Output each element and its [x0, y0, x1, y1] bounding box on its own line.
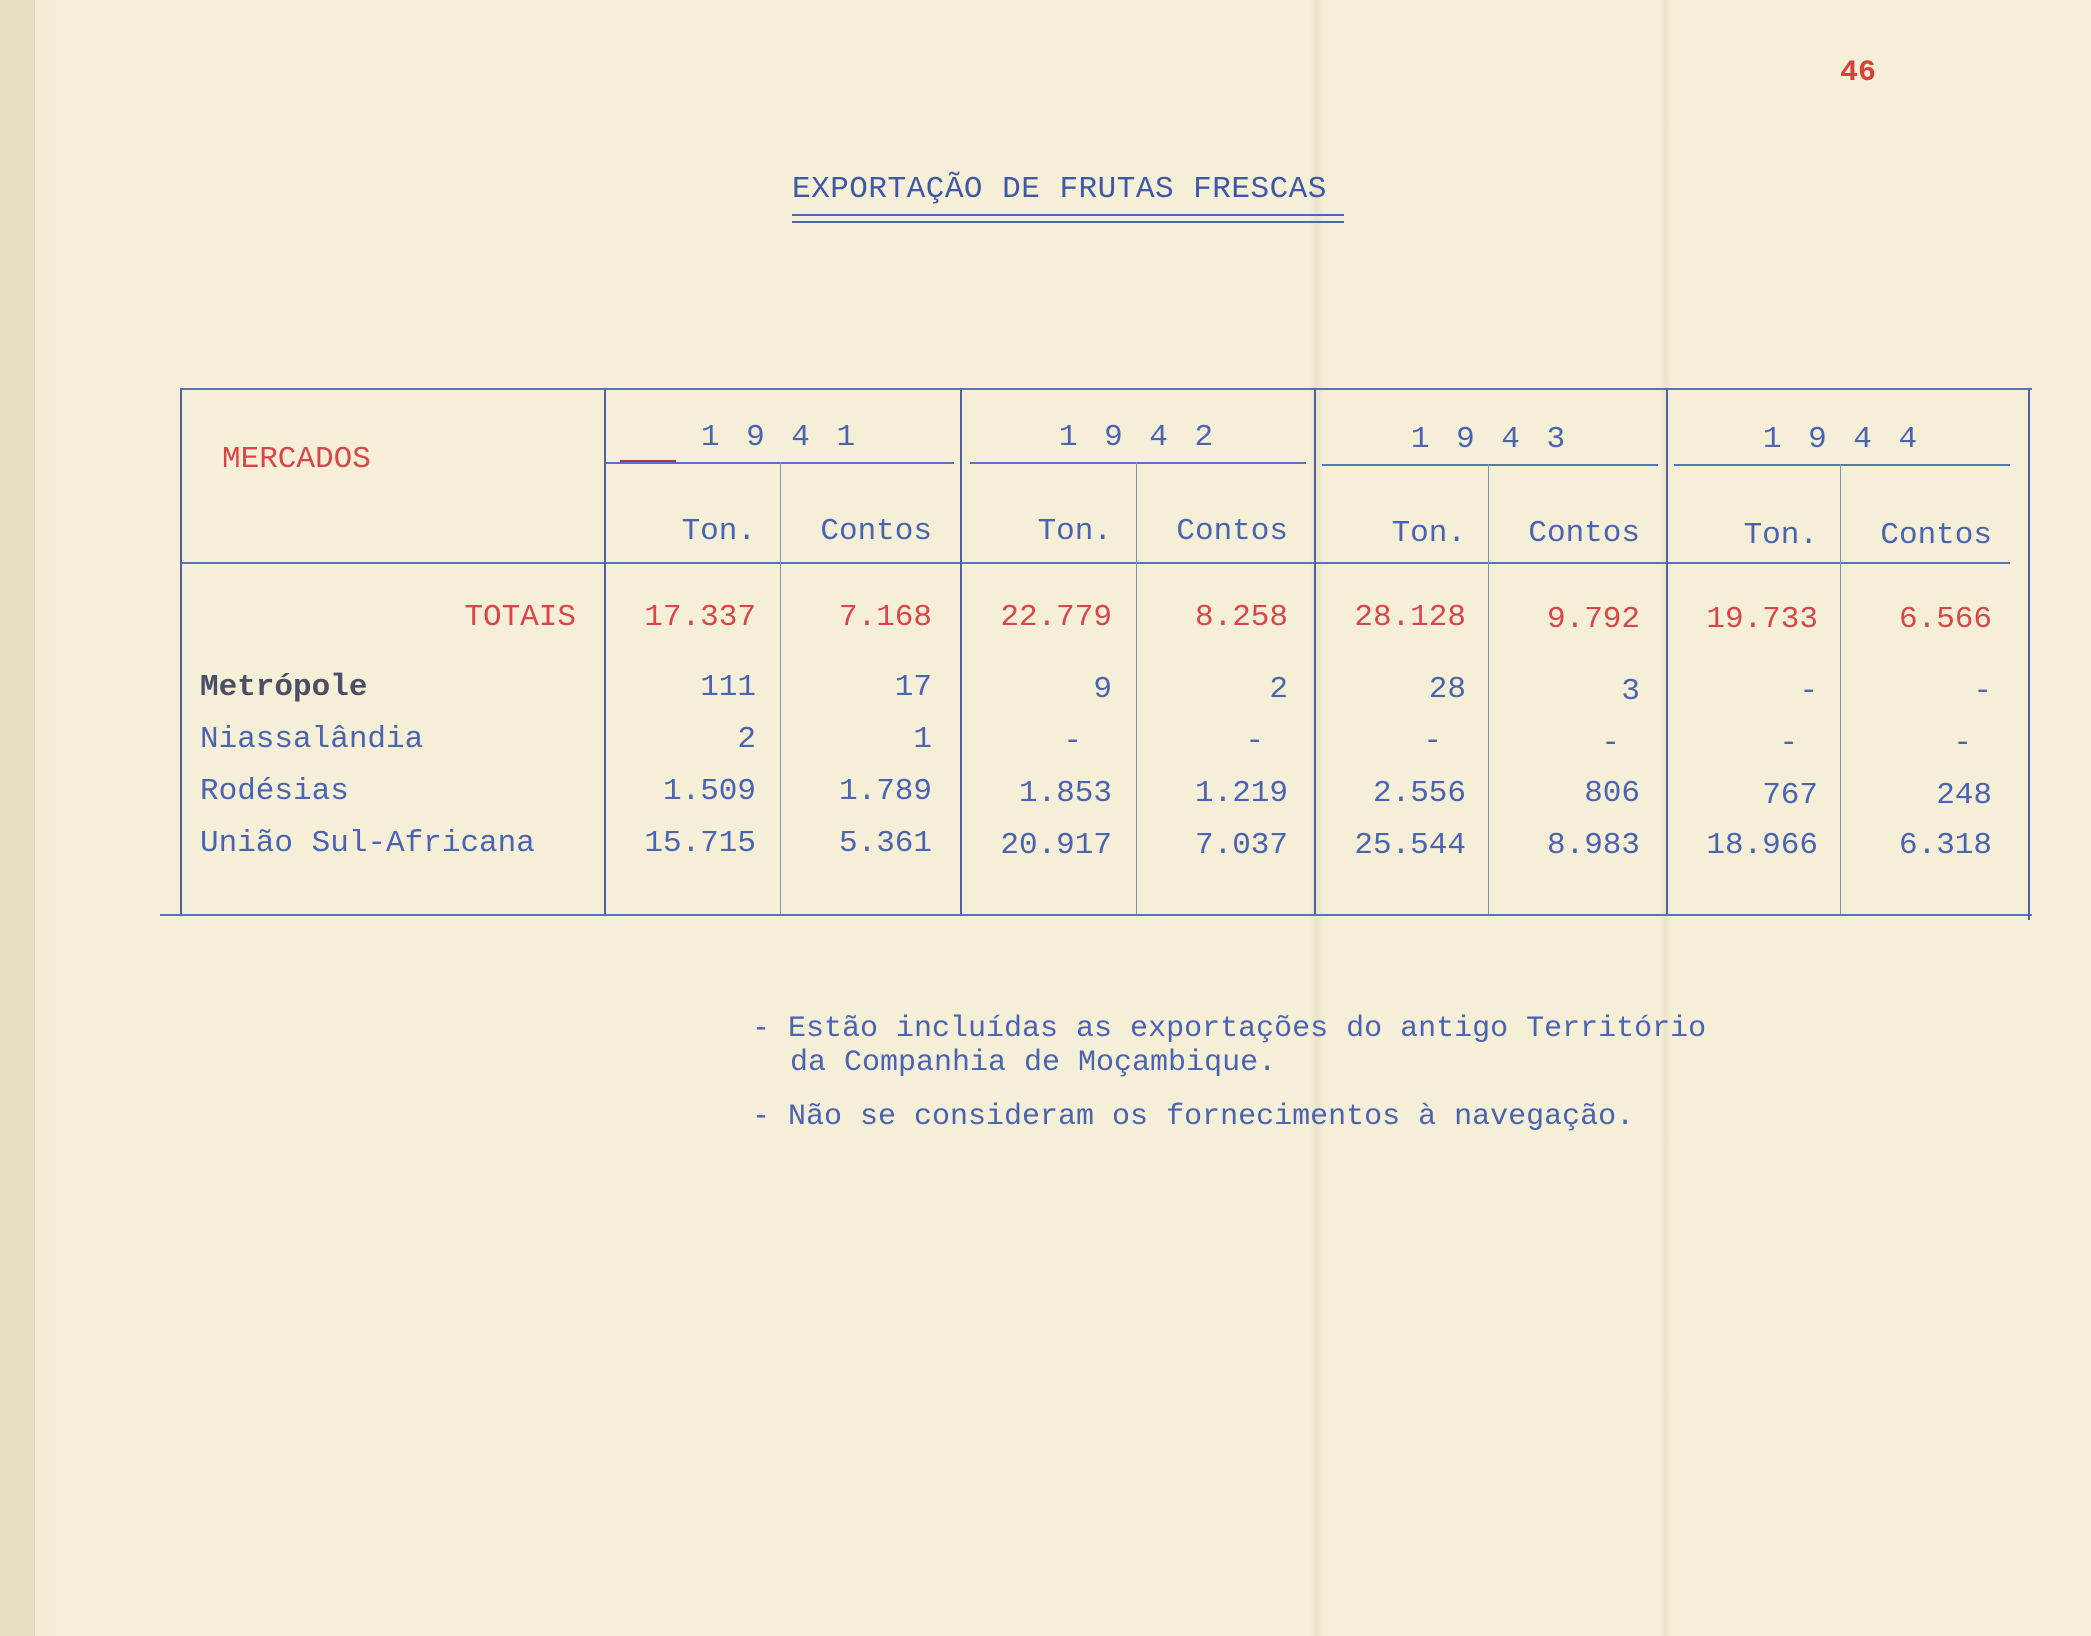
cell: 15.715	[644, 826, 756, 861]
year-1944: 1 9 4 4	[1762, 422, 1922, 457]
cell: 1.219	[1194, 776, 1288, 811]
title-underline-1	[792, 214, 1344, 216]
column-divider-1942	[1136, 462, 1137, 914]
subheader-ton-1941: Ton.	[681, 514, 756, 549]
cell: -	[1063, 724, 1082, 759]
column-divider-1943	[1488, 464, 1489, 914]
cell: 6.318	[1898, 828, 1992, 863]
column-divider-1944	[1840, 464, 1841, 914]
subheader-contos-1944: Contos	[1880, 518, 1992, 553]
cell: 18.966	[1706, 828, 1818, 863]
totals-ton-1941: 17.337	[644, 600, 756, 635]
row-market-metropole: Metrópole	[200, 670, 368, 705]
row-market-niassalandia: Niassalândia	[200, 722, 424, 757]
row-market-rodesias: Rodésias	[200, 774, 349, 809]
page-title: EXPORTAÇÃO DE FRUTAS FRESCAS	[792, 172, 1327, 207]
footnote-1-continued: da Companhia de Moçambique.	[790, 1046, 1277, 1080]
cell: -	[1799, 674, 1818, 709]
exports-table	[180, 388, 2032, 920]
column-divider-1941	[780, 462, 781, 914]
cell: -	[1973, 674, 1992, 709]
footnote-1: - Estão incluídas as exportações do antigo Território	[752, 1012, 1707, 1046]
cell: 2	[1269, 672, 1288, 707]
cell: -	[1953, 726, 1972, 761]
totals-ton-1943: 28.128	[1354, 600, 1466, 635]
cell: 1.853	[1018, 776, 1112, 811]
cell: -	[1245, 724, 1264, 759]
year-1943: 1 9 4 3	[1410, 422, 1570, 457]
red-mark	[620, 460, 676, 462]
subheader-contos-1943: Contos	[1528, 516, 1640, 551]
totals-label: TOTAIS	[464, 600, 576, 635]
page-number: 46	[1840, 56, 1877, 90]
cell: 5.361	[838, 826, 932, 861]
subheader-ton-1942: Ton.	[1037, 514, 1112, 549]
year-1943-underline	[1322, 464, 1658, 466]
cell: 25.544	[1354, 828, 1466, 863]
table-left-border	[180, 388, 182, 914]
table-bottom-border	[160, 914, 2032, 916]
year-1942-underline	[970, 462, 1306, 464]
year-1944-underline	[1674, 464, 2010, 466]
subheader-ton-1943: Ton.	[1391, 516, 1466, 551]
cell: 28	[1428, 672, 1466, 707]
totals-ton-1944: 19.733	[1706, 602, 1818, 637]
cell: -	[1601, 726, 1620, 761]
cell: 806	[1584, 776, 1640, 811]
row-market-uniao-sul-africana: União Sul-Africana	[200, 826, 535, 861]
cell: 17	[894, 670, 932, 705]
subheader-ton-1944: Ton.	[1743, 518, 1818, 553]
cell: 20.917	[1000, 828, 1112, 863]
footnote-2: - Não se consideram os fornecimentos à navegação.	[752, 1100, 1635, 1134]
cell: 3	[1621, 674, 1640, 709]
subheader-contos-1942: Contos	[1176, 514, 1288, 549]
title-underline-2	[792, 221, 1344, 223]
cell: 1.509	[662, 774, 756, 809]
table-top-border	[180, 388, 2032, 390]
cell: 2	[737, 722, 756, 757]
cell: 1	[913, 722, 932, 757]
cell: 767	[1762, 778, 1818, 813]
totals-contos-1942: 8.258	[1194, 600, 1288, 635]
cell: -	[1779, 726, 1798, 761]
cell: 9	[1093, 672, 1112, 707]
header-markets: MERCADOS	[222, 442, 371, 477]
year-1941: 1 9 4 1	[700, 420, 860, 455]
cell: 2.556	[1372, 776, 1466, 811]
totals-contos-1941: 7.168	[838, 600, 932, 635]
cell: -	[1423, 724, 1442, 759]
totals-ton-1942: 22.779	[1000, 600, 1112, 635]
cell: 8.983	[1546, 828, 1640, 863]
subheader-contos-1941: Contos	[820, 514, 932, 549]
header-bottom-border	[180, 562, 2010, 564]
binding-edge	[0, 0, 35, 1636]
cell: 1.789	[838, 774, 932, 809]
year-1942: 1 9 4 2	[1058, 420, 1218, 455]
totals-contos-1943: 9.792	[1546, 602, 1640, 637]
cell: 111	[700, 670, 756, 705]
cell: 7.037	[1194, 828, 1288, 863]
table-right-border	[2028, 388, 2030, 920]
totals-contos-1944: 6.566	[1898, 602, 1992, 637]
cell: 248	[1936, 778, 1992, 813]
